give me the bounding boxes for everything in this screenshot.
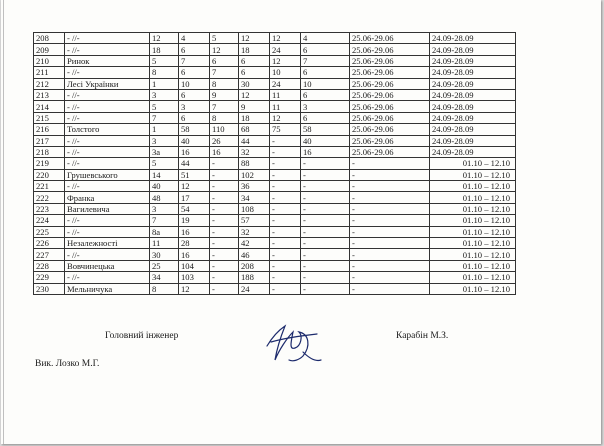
value-cell-4: - [270, 192, 301, 203]
value-cell-2: 7 [210, 101, 239, 112]
period-cell-1: - [350, 203, 430, 214]
table-row [34, 215, 516, 226]
value-cell-5: 16 [301, 146, 350, 157]
value-cell-1: 16 [179, 146, 210, 157]
schedule-table-body [34, 33, 516, 295]
period-cell-1: - [350, 192, 430, 203]
value-cell-5: - [301, 181, 350, 192]
house-cell: 3а [150, 146, 179, 157]
street-cell: Мельничука [65, 283, 150, 294]
period-cell-2: 01.10 – 12.10 [430, 181, 516, 192]
value-cell-2: 6 [210, 55, 239, 66]
value-cell-3: 102 [239, 169, 270, 180]
period-cell-1: 25.06-29.06 [350, 101, 430, 112]
value-cell-3: 32 [239, 226, 270, 237]
row-number-cell: 228 [34, 260, 65, 271]
street-cell: - //- [65, 33, 150, 44]
value-cell-4: - [270, 203, 301, 214]
value-cell-5: - [301, 158, 350, 169]
value-cell-3: 6 [239, 67, 270, 78]
row-number-cell: 226 [34, 238, 65, 249]
period-cell-2: 24.09-28.09 [430, 44, 516, 55]
period-cell-2: 24.09-28.09 [430, 135, 516, 146]
value-cell-4: - [270, 238, 301, 249]
street-cell: - //- [65, 89, 150, 100]
value-cell-3: 6 [239, 55, 270, 66]
value-cell-1: 54 [179, 203, 210, 214]
value-cell-4: 12 [270, 112, 301, 123]
period-cell-2: 24.09-28.09 [430, 33, 516, 44]
value-cell-2: - [210, 192, 239, 203]
value-cell-4: - [270, 215, 301, 226]
period-cell-2: 24.09-28.09 [430, 67, 516, 78]
table-row [34, 169, 516, 180]
value-cell-5: 3 [301, 101, 350, 112]
row-number-cell: 220 [34, 169, 65, 180]
house-cell: 5 [150, 55, 179, 66]
row-number-cell: 229 [34, 272, 65, 283]
period-cell-1: - [350, 260, 430, 271]
street-cell: - //- [65, 215, 150, 226]
document-page [1, 0, 601, 444]
value-cell-2: - [210, 203, 239, 214]
street-cell: - //- [65, 44, 150, 55]
value-cell-1: 16 [179, 226, 210, 237]
handwritten-signature [259, 316, 329, 368]
row-number-cell: 221 [34, 181, 65, 192]
value-cell-2: - [210, 169, 239, 180]
table-row [34, 146, 516, 157]
period-cell-1: - [350, 158, 430, 169]
row-number-cell: 211 [34, 67, 65, 78]
table-row [34, 260, 516, 271]
value-cell-2: - [210, 249, 239, 260]
row-number-cell: 212 [34, 78, 65, 89]
street-cell: Франка [65, 192, 150, 203]
chief-engineer-title: Головний інженер [105, 331, 179, 341]
value-cell-4: - [270, 226, 301, 237]
value-cell-3: 88 [239, 158, 270, 169]
value-cell-2: - [210, 158, 239, 169]
value-cell-1: 44 [179, 158, 210, 169]
value-cell-5: - [301, 226, 350, 237]
value-cell-1: 6 [179, 67, 210, 78]
value-cell-5: - [301, 249, 350, 260]
period-cell-1: 25.06-29.06 [350, 55, 430, 66]
value-cell-1: 40 [179, 135, 210, 146]
value-cell-3: 208 [239, 260, 270, 271]
table-row [34, 44, 516, 55]
value-cell-3: 42 [239, 238, 270, 249]
value-cell-4: 24 [270, 44, 301, 55]
value-cell-1: 104 [179, 260, 210, 271]
house-cell: 8 [150, 67, 179, 78]
street-cell: Вагилевича [65, 203, 150, 214]
house-cell: 34 [150, 272, 179, 283]
value-cell-5: 6 [301, 89, 350, 100]
row-number-cell: 222 [34, 192, 65, 203]
value-cell-1: 51 [179, 169, 210, 180]
period-cell-1: 25.06-29.06 [350, 146, 430, 157]
value-cell-4: - [270, 135, 301, 146]
row-number-cell: 224 [34, 215, 65, 226]
period-cell-1: - [350, 169, 430, 180]
period-cell-1: 25.06-29.06 [350, 78, 430, 89]
table-row [34, 124, 516, 135]
street-cell: - //- [65, 181, 150, 192]
row-number-cell: 223 [34, 203, 65, 214]
street-cell: - //- [65, 272, 150, 283]
period-cell-2: 24.09-28.09 [430, 124, 516, 135]
table-row [34, 226, 516, 237]
house-cell: 3 [150, 89, 179, 100]
value-cell-2: 12 [210, 44, 239, 55]
period-cell-1: - [350, 249, 430, 260]
period-cell-2: 24.09-28.09 [430, 89, 516, 100]
period-cell-2: 24.09-28.09 [430, 101, 516, 112]
value-cell-3: 18 [239, 112, 270, 123]
value-cell-1: 16 [179, 249, 210, 260]
value-cell-5: - [301, 169, 350, 180]
street-cell: - //- [65, 135, 150, 146]
value-cell-3: 30 [239, 78, 270, 89]
value-cell-3: 188 [239, 272, 270, 283]
value-cell-5: - [301, 203, 350, 214]
house-cell: 5 [150, 158, 179, 169]
value-cell-2: - [210, 260, 239, 271]
value-cell-2: - [210, 226, 239, 237]
value-cell-1: 12 [179, 181, 210, 192]
street-cell: Вовчинецька [65, 260, 150, 271]
row-number-cell: 225 [34, 226, 65, 237]
value-cell-5: - [301, 238, 350, 249]
table-row [34, 78, 516, 89]
value-cell-1: 10 [179, 78, 210, 89]
period-cell-1: - [350, 215, 430, 226]
period-cell-2: 01.10 – 12.10 [430, 238, 516, 249]
value-cell-5: - [301, 260, 350, 271]
value-cell-2: - [210, 238, 239, 249]
value-cell-4: 10 [270, 67, 301, 78]
period-cell-2: 24.09-28.09 [430, 55, 516, 66]
street-cell: - //- [65, 249, 150, 260]
row-number-cell: 219 [34, 158, 65, 169]
table-row [34, 249, 516, 260]
value-cell-1: 6 [179, 89, 210, 100]
value-cell-3: 12 [239, 89, 270, 100]
street-cell: - //- [65, 112, 150, 123]
value-cell-5: 58 [301, 124, 350, 135]
value-cell-4: - [270, 249, 301, 260]
value-cell-3: 108 [239, 203, 270, 214]
house-cell: 18 [150, 44, 179, 55]
house-cell: 1 [150, 78, 179, 89]
house-cell: 14 [150, 169, 179, 180]
value-cell-3: 24 [239, 283, 270, 294]
value-cell-2: 5 [210, 33, 239, 44]
value-cell-4: 75 [270, 124, 301, 135]
street-cell: Толстого [65, 124, 150, 135]
value-cell-4: 11 [270, 89, 301, 100]
value-cell-1: 103 [179, 272, 210, 283]
row-number-cell: 213 [34, 89, 65, 100]
value-cell-2: 7 [210, 67, 239, 78]
house-cell: 3 [150, 203, 179, 214]
value-cell-3: 36 [239, 181, 270, 192]
table-row [34, 283, 516, 294]
value-cell-5: 40 [301, 135, 350, 146]
period-cell-2: 01.10 – 12.10 [430, 158, 516, 169]
period-cell-1: 25.06-29.06 [350, 124, 430, 135]
period-cell-2: 01.10 – 12.10 [430, 272, 516, 283]
table-row [34, 192, 516, 203]
value-cell-2: 16 [210, 146, 239, 157]
street-cell: - //- [65, 101, 150, 112]
value-cell-5: 6 [301, 67, 350, 78]
period-cell-1: - [350, 238, 430, 249]
value-cell-3: 44 [239, 135, 270, 146]
value-cell-2: 8 [210, 78, 239, 89]
period-cell-2: 01.10 – 12.10 [430, 192, 516, 203]
period-cell-2: 01.10 – 12.10 [430, 226, 516, 237]
value-cell-4: - [270, 158, 301, 169]
period-cell-1: 25.06-29.06 [350, 135, 430, 146]
page-edge-shadow [3, 0, 4, 444]
period-cell-2: 01.10 – 12.10 [430, 283, 516, 294]
table-row [34, 89, 516, 100]
period-cell-2: 24.09-28.09 [430, 78, 516, 89]
row-number-cell: 216 [34, 124, 65, 135]
street-cell: - //- [65, 226, 150, 237]
period-cell-2: 01.10 – 12.10 [430, 203, 516, 214]
value-cell-3: 34 [239, 192, 270, 203]
value-cell-4: 24 [270, 78, 301, 89]
period-cell-2: 01.10 – 12.10 [430, 249, 516, 260]
table-row [34, 272, 516, 283]
value-cell-2: 26 [210, 135, 239, 146]
value-cell-4: - [270, 181, 301, 192]
house-cell: 7 [150, 215, 179, 226]
row-number-cell: 218 [34, 146, 65, 157]
value-cell-3: 9 [239, 101, 270, 112]
value-cell-4: 11 [270, 101, 301, 112]
period-cell-1: 25.06-29.06 [350, 33, 430, 44]
value-cell-5: 6 [301, 112, 350, 123]
value-cell-5: - [301, 192, 350, 203]
street-cell: - //- [65, 146, 150, 157]
value-cell-4: - [270, 146, 301, 157]
street-cell: Незалежності [65, 238, 150, 249]
value-cell-1: 6 [179, 44, 210, 55]
period-cell-2: 01.10 – 12.10 [430, 169, 516, 180]
house-cell: 8 [150, 283, 179, 294]
value-cell-1: 28 [179, 238, 210, 249]
table-row [34, 238, 516, 249]
row-number-cell: 230 [34, 283, 65, 294]
value-cell-5: 7 [301, 55, 350, 66]
value-cell-4: - [270, 169, 301, 180]
value-cell-2: 9 [210, 89, 239, 100]
period-cell-2: 01.10 – 12.10 [430, 215, 516, 226]
value-cell-3: 46 [239, 249, 270, 260]
house-cell: 7 [150, 112, 179, 123]
street-cell: Ринок [65, 55, 150, 66]
executor-name: Вик. Лозко М.Г. [35, 359, 100, 369]
table-row [34, 101, 516, 112]
table-row [34, 33, 516, 44]
period-cell-2: 24.09-28.09 [430, 146, 516, 157]
row-number-cell: 227 [34, 249, 65, 260]
value-cell-1: 7 [179, 55, 210, 66]
period-cell-1: 25.06-29.06 [350, 44, 430, 55]
period-cell-1: 25.06-29.06 [350, 67, 430, 78]
value-cell-1: 12 [179, 283, 210, 294]
value-cell-2: - [210, 181, 239, 192]
house-cell: 40 [150, 181, 179, 192]
value-cell-2: - [210, 215, 239, 226]
value-cell-2: - [210, 272, 239, 283]
value-cell-5: - [301, 215, 350, 226]
street-cell: Грушевського [65, 169, 150, 180]
value-cell-4: - [270, 283, 301, 294]
period-cell-1: - [350, 272, 430, 283]
house-cell: 8а [150, 226, 179, 237]
table-row [34, 55, 516, 66]
value-cell-1: 4 [179, 33, 210, 44]
period-cell-1: - [350, 283, 430, 294]
row-number-cell: 214 [34, 101, 65, 112]
street-cell: Лесі Українки [65, 78, 150, 89]
row-number-cell: 210 [34, 55, 65, 66]
period-cell-1: 25.06-29.06 [350, 89, 430, 100]
value-cell-3: 32 [239, 146, 270, 157]
value-cell-5: - [301, 283, 350, 294]
table-row [34, 203, 516, 214]
house-cell: 30 [150, 249, 179, 260]
row-number-cell: 217 [34, 135, 65, 146]
value-cell-2: 8 [210, 112, 239, 123]
house-cell: 25 [150, 260, 179, 271]
value-cell-4: 12 [270, 33, 301, 44]
row-number-cell: 208 [34, 33, 65, 44]
value-cell-2: 110 [210, 124, 239, 135]
row-number-cell: 215 [34, 112, 65, 123]
period-cell-1: - [350, 181, 430, 192]
period-cell-1: - [350, 226, 430, 237]
table-row [34, 112, 516, 123]
street-cell: - //- [65, 67, 150, 78]
street-cell: - //- [65, 158, 150, 169]
value-cell-4: - [270, 272, 301, 283]
value-cell-3: 18 [239, 44, 270, 55]
value-cell-1: 3 [179, 101, 210, 112]
table-row [34, 135, 516, 146]
table-row [34, 158, 516, 169]
house-cell: 1 [150, 124, 179, 135]
table-row [34, 67, 516, 78]
value-cell-3: 57 [239, 215, 270, 226]
value-cell-1: 6 [179, 112, 210, 123]
house-cell: 11 [150, 238, 179, 249]
value-cell-5: 4 [301, 33, 350, 44]
value-cell-1: 17 [179, 192, 210, 203]
period-cell-2: 01.10 – 12.10 [430, 260, 516, 271]
value-cell-3: 68 [239, 124, 270, 135]
house-cell: 3 [150, 135, 179, 146]
value-cell-5: - [301, 272, 350, 283]
value-cell-5: 6 [301, 44, 350, 55]
value-cell-5: 10 [301, 78, 350, 89]
house-cell: 12 [150, 33, 179, 44]
schedule-table [33, 32, 516, 295]
value-cell-1: 19 [179, 215, 210, 226]
table-row [34, 181, 516, 192]
period-cell-2: 24.09-28.09 [430, 112, 516, 123]
period-cell-1: 25.06-29.06 [350, 112, 430, 123]
house-cell: 5 [150, 101, 179, 112]
house-cell: 48 [150, 192, 179, 203]
value-cell-3: 12 [239, 33, 270, 44]
row-number-cell: 209 [34, 44, 65, 55]
value-cell-1: 58 [179, 124, 210, 135]
chief-engineer-name: Карабін М.З. [396, 331, 449, 341]
value-cell-4: - [270, 260, 301, 271]
value-cell-4: 12 [270, 55, 301, 66]
value-cell-2: - [210, 283, 239, 294]
